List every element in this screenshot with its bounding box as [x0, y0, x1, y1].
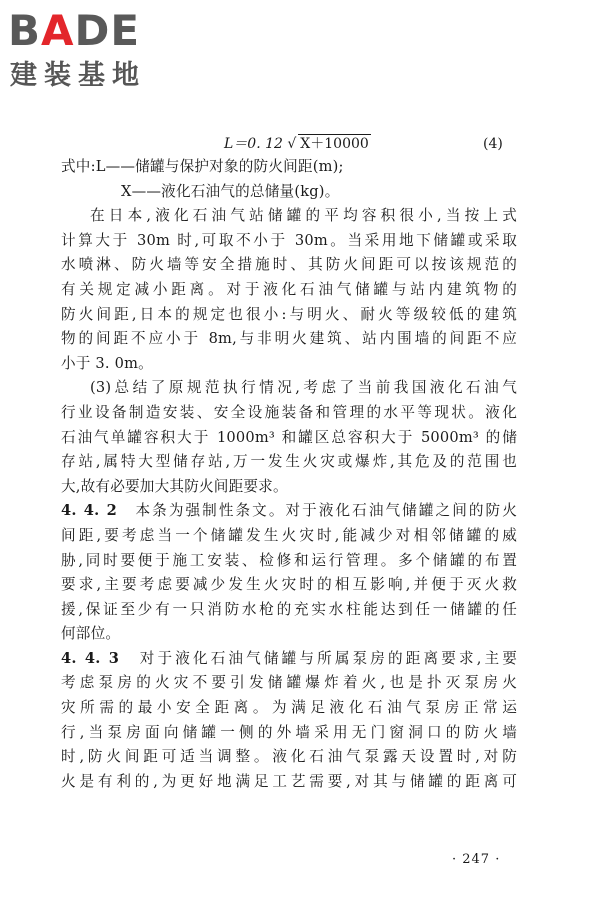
- text-line: 计算大于 30m 时,可取不小于 30m。当采用地下储罐或采取: [61, 231, 517, 249]
- section-line: [61, 499, 517, 524]
- text-line: 间距,要考虑当一个储罐发生火灾时,能减少对相邻储罐的威: [61, 526, 517, 544]
- text-line: 存站,属特大型储存站,万一发生火灾或爆炸,其危及的范围也: [61, 453, 517, 471]
- text-line: (3)总结了原规范执行情况,考虑了当前我国液化石油气: [90, 379, 517, 397]
- text-line: 灾所需的最小安全距离。为满足液化石油气泵房正常运: [61, 699, 517, 717]
- text-line: X——液化石油气的总储量(kg)。: [121, 182, 340, 200]
- logo-wordmark: [8, 8, 178, 54]
- equation-number: (4): [483, 136, 503, 152]
- text-line: 援,保证至少有一只消防水枪的充实水柱能达到任一储罐的任: [61, 600, 517, 618]
- text-line: 大,故有必要加大其防火间距要求。: [61, 477, 288, 495]
- text-line: 式中:L——储罐与保护对象的防火间距(m);: [61, 158, 344, 175]
- bade-logo: [8, 8, 178, 92]
- formula-lhs: L＝0. 12: [224, 136, 283, 152]
- logo-subtitle: 建装基地: [10, 60, 146, 91]
- text-line: 小于 3. 0m。: [61, 354, 153, 372]
- text-line: 有关规定减小距离。对于液化石油气储罐与站内建筑物的: [61, 280, 517, 298]
- logo-letter-accent: A: [41, 6, 75, 55]
- text-run: 本条为强制性条文。对于液化石油气储罐之间的防火: [135, 502, 517, 520]
- text-line: 行,当泵房面向储罐一侧的外墙采用无门窗洞口的防火墙: [61, 723, 517, 741]
- text-line: 物的间距不应小于 8m,与非明火建筑、站内围墙的间距不应: [61, 330, 517, 348]
- body-text: [61, 155, 517, 794]
- text-line: 胁,同时要便于施工安装、检修和运行管理。多个储罐的布置: [61, 551, 517, 569]
- logo-letters-1: B: [8, 6, 42, 55]
- text-line: 行业设备制造安装、安全设施装备和管理的水平等现状。液化: [61, 403, 517, 421]
- text-line: 防火间距,日本的规定也很小:与明火、耐火等级较低的建筑: [61, 305, 517, 323]
- text-line: 火是有利的,为更好地满足工艺需要,对其与储罐的距离可: [61, 772, 517, 790]
- text-line: 要求,主要考虑要减少发生火灾时的相互影响,并便于灭火救: [61, 576, 517, 594]
- section-number: 4. 4. 2: [61, 502, 117, 520]
- text-line: 考虑泵房的火灾不要引发储罐爆炸着火,也是扑灭泵房火: [61, 674, 517, 692]
- text-line: 时,防火间距可适当调整。液化石油气泵露天设置时,对防: [61, 748, 517, 766]
- logo-letters-2: DE: [74, 6, 141, 55]
- text-run: 对于液化石油气储罐与所属泵房的距离要求,主要: [139, 649, 517, 667]
- text-line: 在日本,液化石油气站储罐的平均容积很小,当按上式: [90, 207, 517, 225]
- formula-line: [0, 132, 600, 156]
- text-line: 石油气单罐容积大于 1000m³ 和罐区总容积大于 5000m³ 的储: [61, 428, 517, 446]
- formula-radicand: X＋10000: [300, 136, 369, 152]
- text-line: 水喷淋、防火墙等安全措施时、其防火间距可以按该规范的: [61, 256, 517, 274]
- page-number: · 247 ·: [452, 852, 501, 867]
- section-line: [61, 647, 517, 672]
- section-number: 4. 4. 3: [61, 649, 120, 667]
- text-line: 何部位。: [61, 625, 121, 643]
- formula-expression: L＝0. 12 √ X＋10000: [224, 136, 369, 152]
